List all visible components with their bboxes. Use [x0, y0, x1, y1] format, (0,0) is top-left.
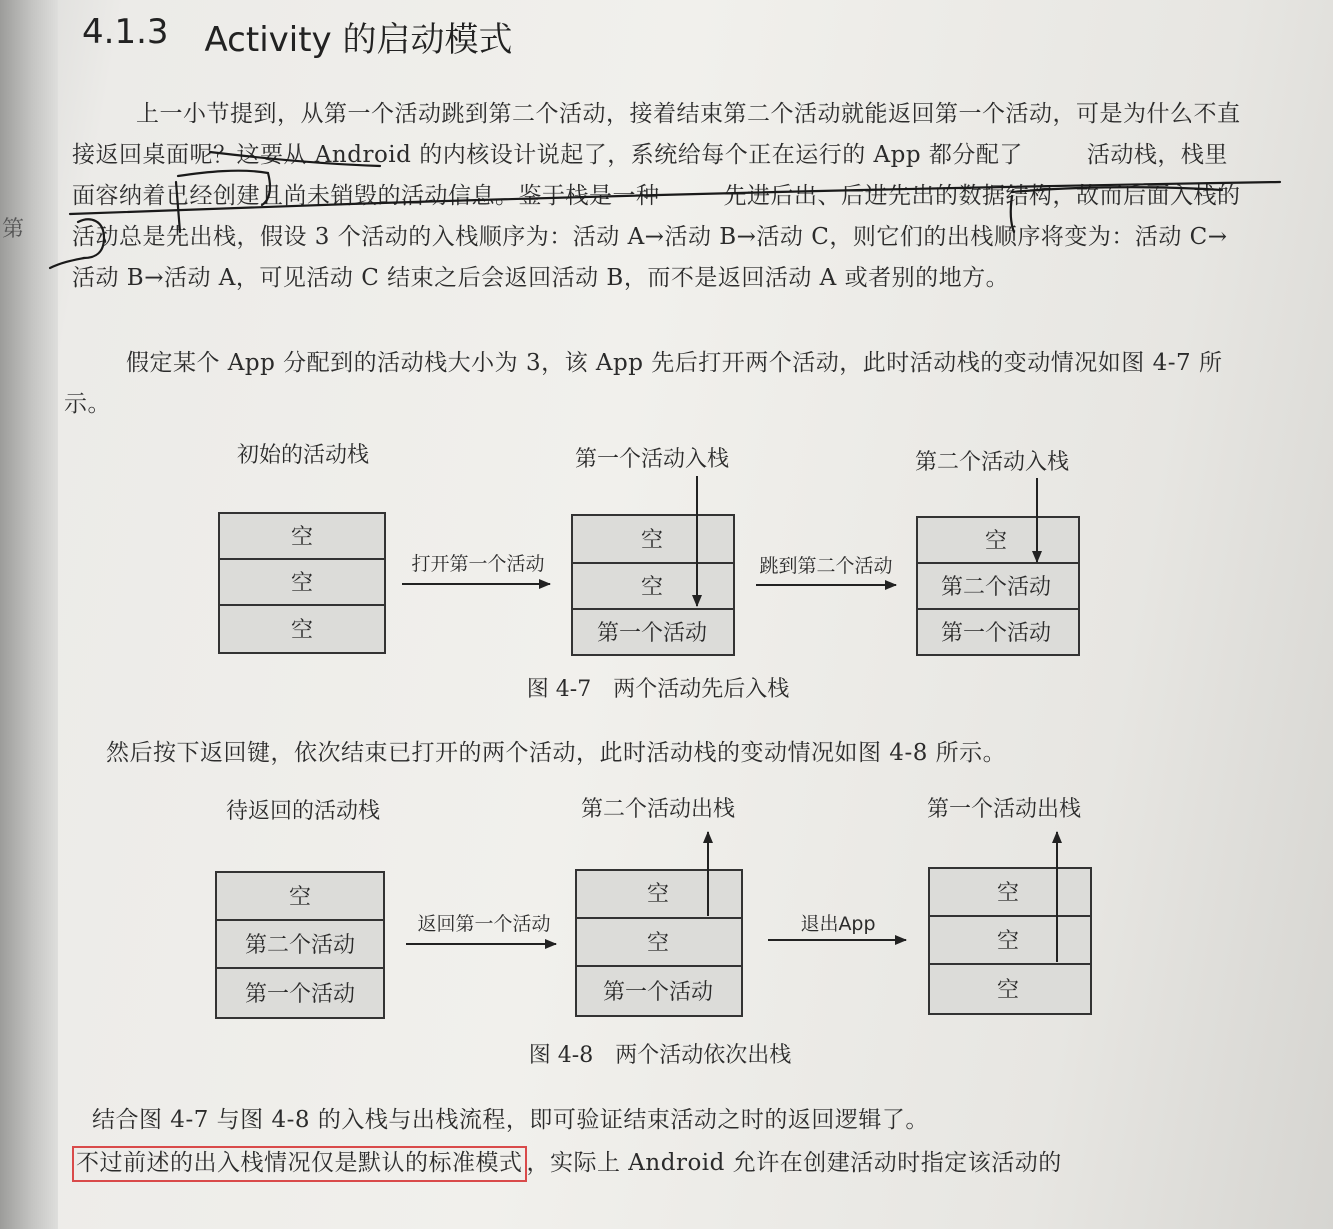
cell-text: 空 [290, 525, 314, 550]
paragraph-figure47-intro: 假定某个 App 分配到的活动栈大小为 3，该 App 先后打开两个活动，此时活动栈的变动情况如图 4-7 所示。 [64, 350, 1223, 417]
paragraph-figure48-intro: 然后按下返回键，依次结束已打开的两个活动，此时活动栈的变动情况如图 4-8 所示。 [106, 740, 1007, 766]
cell-text: 空 [996, 881, 1020, 906]
red-highlight-box: 不过前述的出入栈情况仅是默认的标准模式 [72, 1146, 527, 1182]
margin-glyph: 第 [2, 217, 25, 242]
section-title: Activity 的启动模式 [204, 20, 513, 60]
paragraph1-part3: 的数据结构，故而后面入栈的活动总是先出栈，假设 3 个活动的入栈顺序为：活动 A→活动 B→活动 C，则它们的出栈顺序将变为：活动 C→活动 B→活动 A，可见活动 C 结束之后会返回活动 B，而不是返回活动 A 或者别的地方。 [72, 183, 1241, 291]
cell-text: 空 [640, 528, 664, 553]
cell-text: 第一个活动 [940, 621, 1052, 646]
stack-initial [219, 443, 385, 653]
stack-label: 初始的活动栈 [236, 443, 370, 468]
cell-text: 空 [646, 882, 670, 907]
section-number: 4.1.3 [82, 12, 169, 52]
cell-text: 空 [984, 529, 1008, 554]
stack-second-pushed [915, 450, 1079, 655]
figure-4-7 [219, 443, 1079, 702]
stack-second-popped [576, 797, 742, 1016]
stack-label: 第二个活动出栈 [580, 797, 736, 822]
arrow-label: 打开第一个活动 [411, 553, 545, 575]
cell-text: 第一个活动 [602, 980, 714, 1005]
handwritten-annotations [50, 152, 1280, 268]
figure-caption: 图 4-8 两个活动依次出栈 [528, 1043, 792, 1068]
arrow-return-first [406, 913, 556, 944]
arrow-label: 退出App [800, 913, 876, 935]
stack-to-return [216, 799, 384, 1018]
figure-caption: 图 4-7 两个活动先后入栈 [526, 677, 790, 702]
arrow-label: 返回第一个活动 [417, 913, 551, 935]
stack-label: 第二个活动入栈 [914, 450, 1070, 475]
paragraph1-part1: 上一小节提到，从第一个活动跳到第二个活动，接着结束第二个活动就能返回第一个活动，可是为什么不直接返回桌面呢？这要从 Android 的内核设计说起了，系统给每个正在运行的 App 都分配了 [72, 101, 1241, 168]
handwritten-boxed-lifo: 先进后出、后进先出 [723, 183, 935, 209]
cell-text: 空 [290, 571, 314, 596]
arrow-label: 跳到第二个活动 [759, 555, 893, 577]
cell-text: 第二个活动 [244, 933, 356, 958]
paragraph1-part2: ，栈里面容纳着已经创建且尚未销毁的活动信息。鉴于栈是一种 [72, 142, 1228, 209]
cell-text: 第一个活动 [244, 982, 356, 1007]
stack-label: 待返回的活动栈 [225, 799, 381, 824]
cell-text: 第二个活动 [940, 575, 1052, 600]
stack-label: 第一个活动入栈 [574, 447, 730, 472]
arrow-jump-second [756, 555, 896, 585]
cell-text: 空 [646, 931, 670, 956]
cell-text: 空 [290, 618, 314, 643]
arrow-exit-app [768, 913, 906, 940]
stack-first-pushed [572, 447, 734, 655]
paragraph5-rest: ，实际上 Android 允许在创建活动时指定该活动的 [526, 1150, 1062, 1176]
cell-text: 空 [288, 885, 312, 910]
cell-text: 空 [996, 929, 1020, 954]
stack-first-popped [927, 797, 1091, 1014]
cell-text: 第一个活动 [596, 621, 708, 646]
cell-text: 空 [996, 978, 1020, 1003]
handwritten-boxed-activity-stack: 活动栈 [1086, 142, 1158, 168]
figure-4-8 [216, 797, 1091, 1068]
cell-text: 空 [640, 575, 664, 600]
paragraph-summary: 结合图 4-7 与图 4-8 的入栈与出栈流程，即可验证结束活动之时的返回逻辑了。 [92, 1107, 929, 1133]
stack-label: 第一个活动出栈 [926, 797, 1082, 822]
arrow-open-first [402, 553, 550, 584]
